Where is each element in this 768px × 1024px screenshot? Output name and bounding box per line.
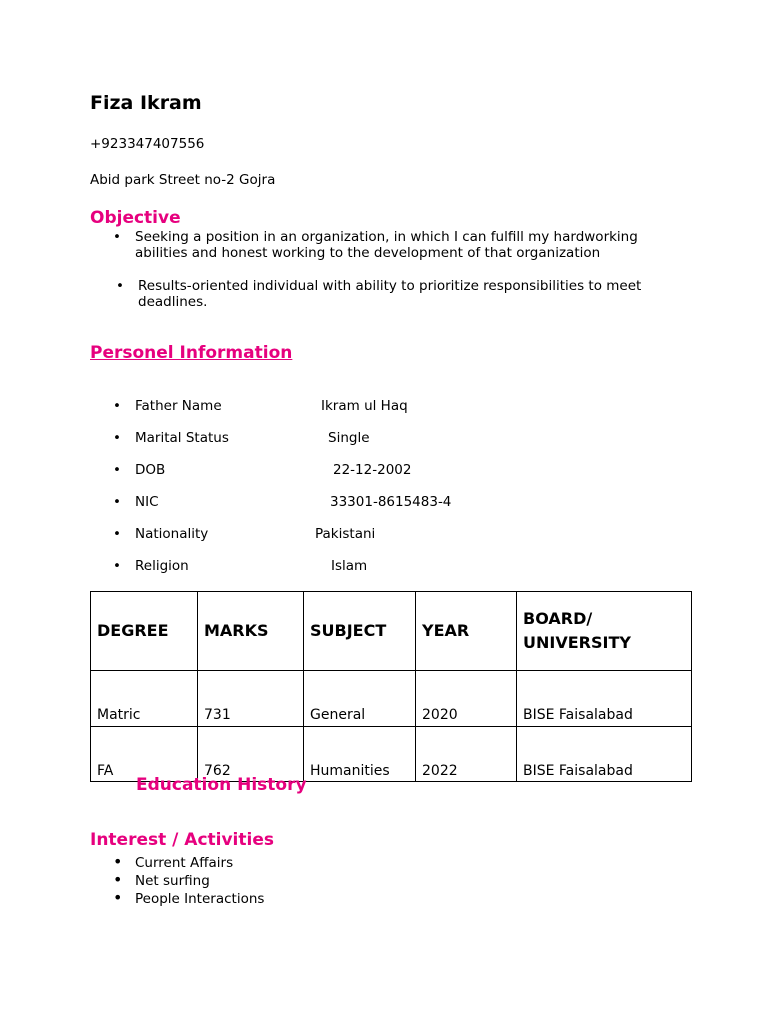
column-header-degree: DEGREE	[91, 592, 198, 671]
phone-number: +923347407556	[90, 136, 205, 152]
objective-item	[113, 229, 673, 263]
bullet-icon: •	[113, 852, 123, 871]
bullet-icon: •	[116, 278, 124, 294]
bullet-icon: •	[113, 526, 121, 542]
interests-heading: Interest / Activities	[90, 830, 274, 850]
objective-item-line: abilities and honest working to the development of that organization	[135, 245, 601, 261]
interest-label: Current Affairs	[135, 855, 234, 871]
objective-item-line: Seeking a position in an organization, in which I can fulfill my hardworking	[135, 229, 638, 245]
cell-year: 2020	[416, 671, 517, 727]
objective-heading: Objective	[90, 208, 181, 228]
info-label: Father Name	[135, 398, 222, 414]
bullet-icon: •	[113, 870, 123, 889]
education-table	[90, 591, 692, 782]
bullet-icon: •	[113, 494, 121, 510]
bullet-icon: •	[113, 229, 121, 245]
info-label: Nationality	[135, 526, 209, 542]
bullet-icon: •	[113, 462, 121, 478]
interest-label: Net surfing	[135, 873, 210, 889]
cell-board: BISE Faisalabad	[517, 671, 692, 727]
info-value: Islam	[331, 558, 368, 574]
objective-item-line: deadlines.	[138, 294, 208, 310]
info-value: Single	[328, 430, 370, 446]
cell-degree: Matric	[91, 671, 198, 727]
table-row	[91, 671, 692, 727]
cell-subject: Humanities	[304, 727, 416, 782]
info-label: Marital Status	[135, 430, 229, 446]
education-history-heading: Education History	[136, 775, 307, 795]
column-header-board: BOARD/ UNIVERSITY	[517, 592, 692, 671]
info-label: DOB	[135, 462, 166, 478]
table-header-row	[91, 592, 692, 671]
bullet-icon: •	[113, 398, 121, 414]
cell-marks: 762	[198, 727, 304, 782]
cell-board: BISE Faisalabad	[517, 727, 692, 782]
objective-item	[116, 278, 676, 312]
info-value: Pakistani	[315, 526, 376, 542]
candidate-name: Fiza Ikram	[90, 92, 202, 114]
table-row	[91, 727, 692, 782]
bullet-icon: •	[113, 558, 121, 574]
address: Abid park Street no-2 Gojra	[90, 172, 276, 188]
bullet-icon: •	[113, 430, 121, 446]
info-value: 33301-8615483-4	[330, 494, 452, 510]
column-header-year: YEAR	[416, 592, 517, 671]
cell-year: 2022	[416, 727, 517, 782]
bullet-icon: •	[113, 888, 123, 907]
column-header-subject: SUBJECT	[304, 592, 416, 671]
objective-item-line: Results-oriented individual with ability to prioritize responsibilities to meet	[138, 278, 642, 294]
info-label: NIC	[135, 494, 159, 510]
interest-label: People Interactions	[135, 891, 265, 907]
cell-marks: 731	[198, 671, 304, 727]
info-value: Ikram ul Haq	[321, 398, 408, 414]
cell-degree: FA	[91, 727, 198, 782]
info-label: Religion	[135, 558, 189, 574]
cell-subject: General	[304, 671, 416, 727]
personal-info-heading: Personel Information	[90, 343, 293, 363]
column-header-marks: MARKS	[198, 592, 304, 671]
info-value: 22-12-2002	[333, 462, 412, 478]
